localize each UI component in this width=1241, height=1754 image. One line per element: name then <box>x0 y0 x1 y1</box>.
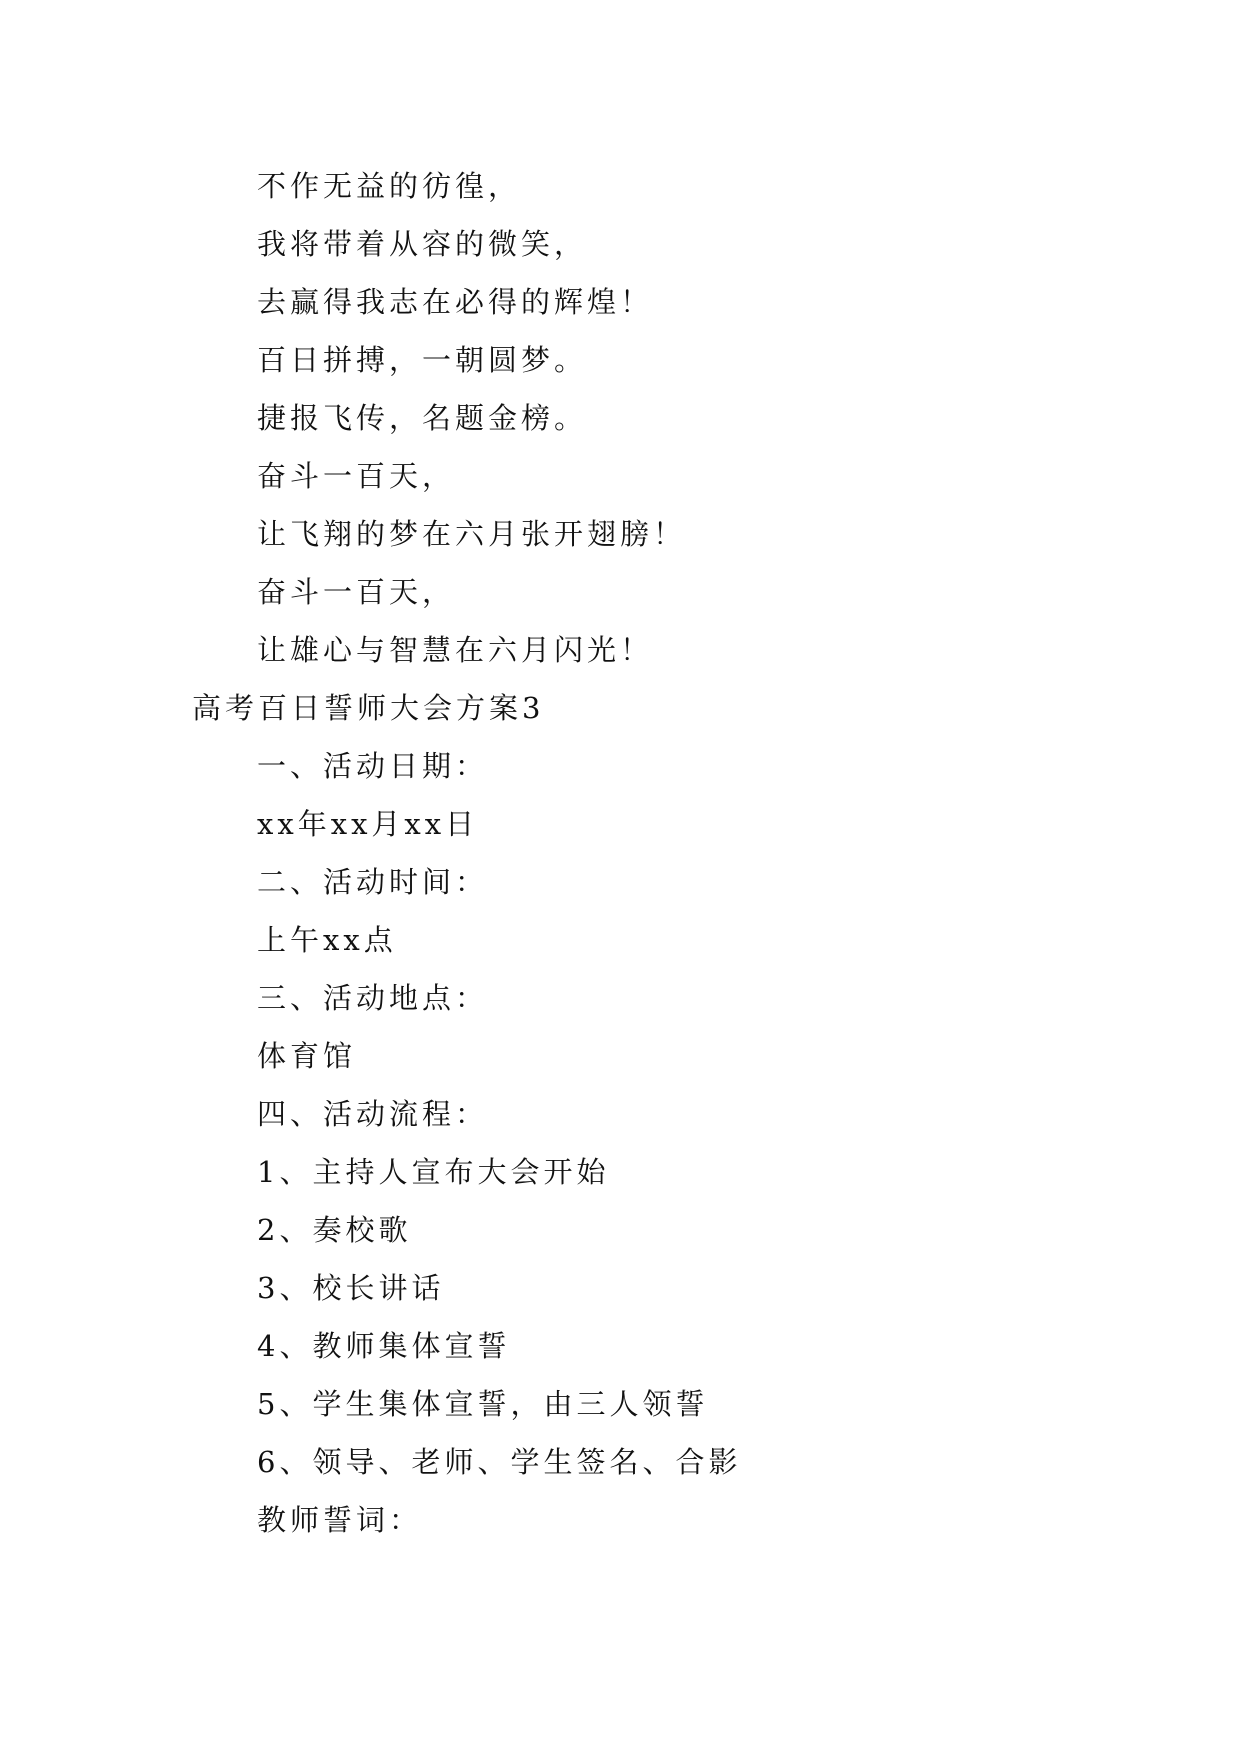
poem-line: 奋斗一百天， <box>257 575 456 609</box>
plan-heading-time: 二、活动时间： <box>257 865 489 899</box>
process-step: 4、教师集体宣誓 <box>257 1329 511 1363</box>
plan-heading-location: 三、活动地点： <box>257 981 489 1015</box>
teacher-oath-heading: 教师誓词： <box>257 1503 423 1537</box>
plan-date-value: xx年xx月xx日 <box>257 807 479 841</box>
process-step: 6、领导、老师、学生签名、合影 <box>257 1445 742 1479</box>
poem-line: 奋斗一百天， <box>257 459 456 493</box>
poem-line: 让飞翔的梦在六月张开翅膀！ <box>257 517 687 551</box>
process-step: 3、校长讲话 <box>257 1271 445 1305</box>
poem-line: 百日拼搏，一朝圆梦。 <box>257 343 588 377</box>
plan-heading-process: 四、活动流程： <box>257 1097 489 1131</box>
poem-line: 让雄心与智慧在六月闪光！ <box>257 633 654 667</box>
poem-line: 去赢得我志在必得的辉煌！ <box>257 285 654 319</box>
plan-location-value: 体育馆 <box>257 1039 357 1073</box>
plan-heading-date: 一、活动日期： <box>257 749 489 783</box>
poem-line: 捷报飞传，名题金榜。 <box>257 401 588 435</box>
poem-line: 我将带着从容的微笑， <box>257 227 588 261</box>
poem-line: 不作无益的彷徨， <box>257 169 522 203</box>
process-step: 5、学生集体宣誓，由三人领誓 <box>257 1387 709 1421</box>
plan-time-value: 上午xx点 <box>257 923 397 957</box>
section-title: 高考百日誓师大会方案3 <box>192 691 545 725</box>
process-step: 1、主持人宣布大会开始 <box>257 1155 610 1189</box>
process-step: 2、奏校歌 <box>257 1213 412 1247</box>
